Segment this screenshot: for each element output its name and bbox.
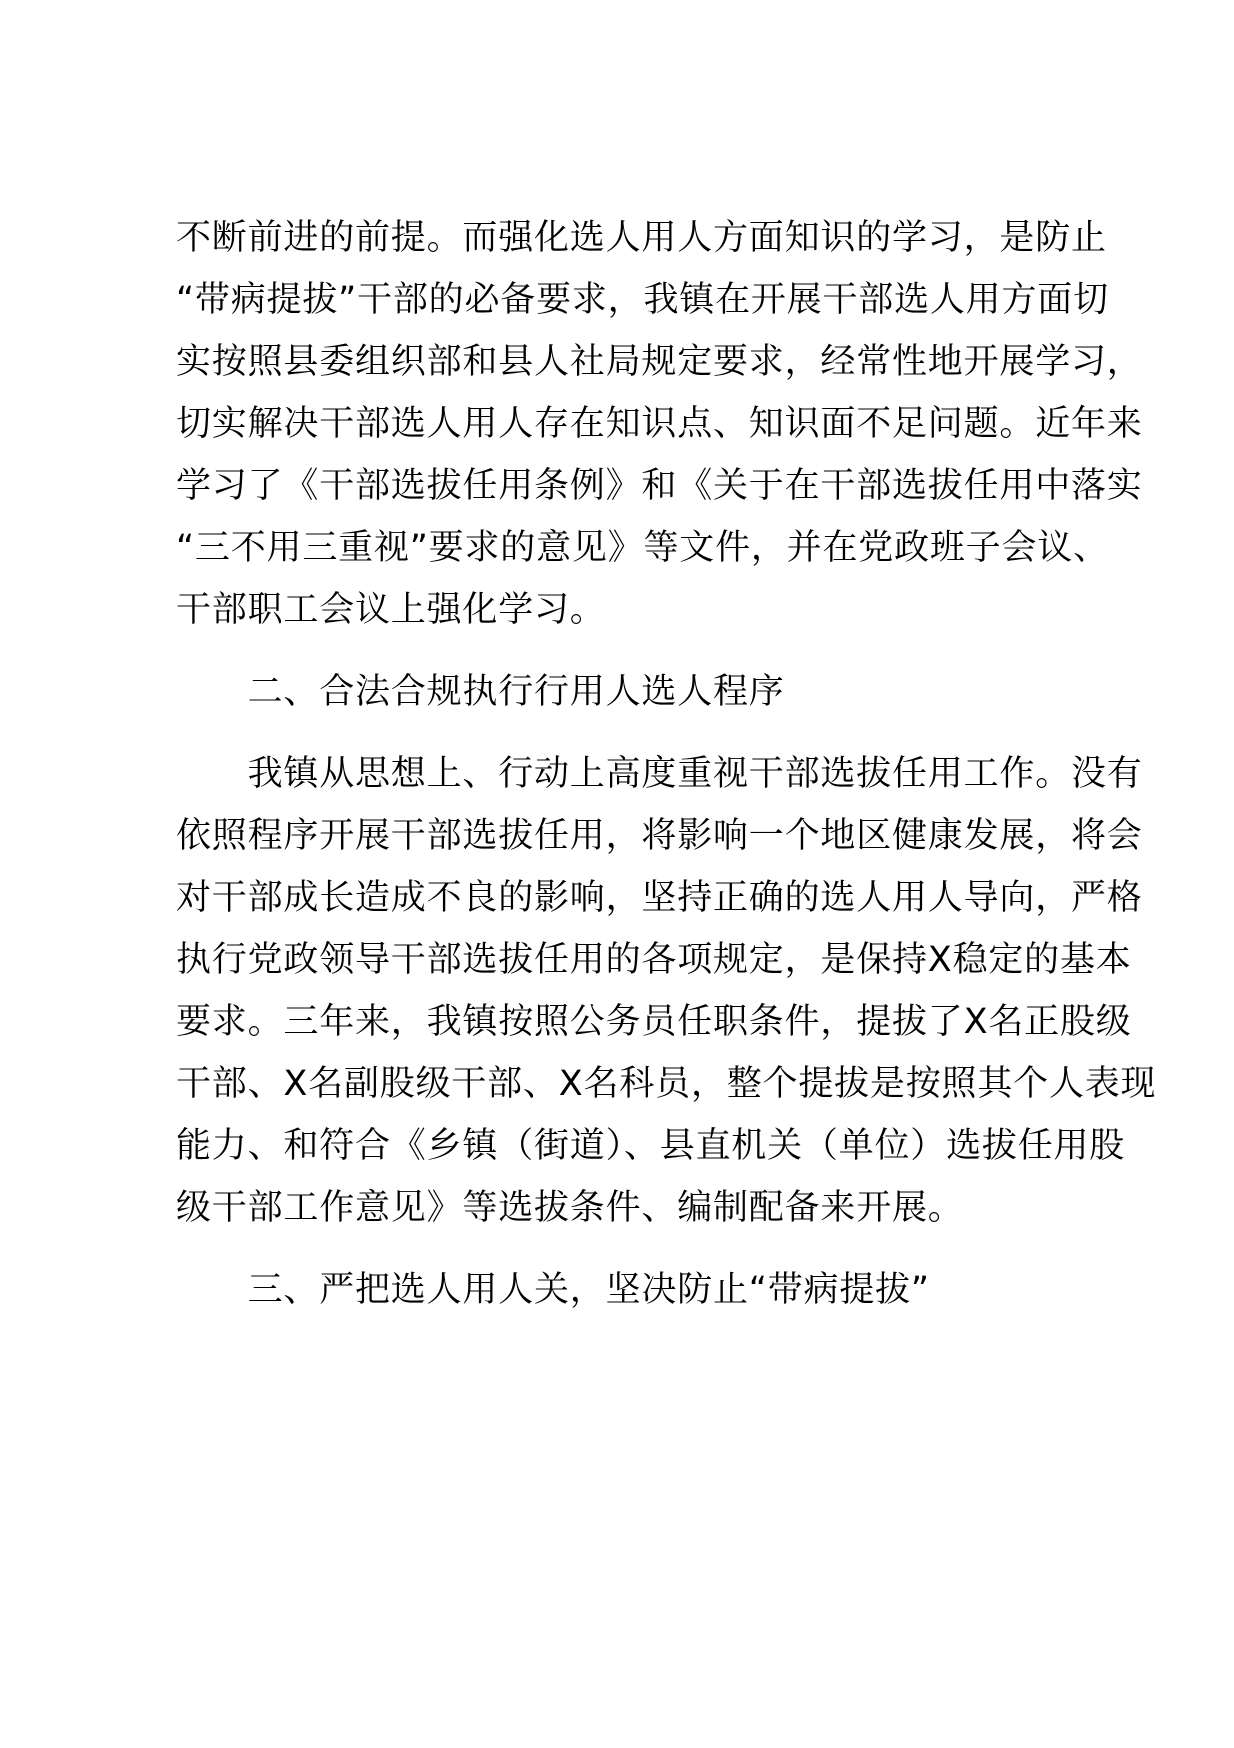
paragraph-line: 执行党政领导干部选拔任用的各项规定，是保持X稳定的基本	[176, 940, 1132, 980]
paragraph-line: 切实解决干部选人用人存在知识点、知识面不足问题。近年来	[176, 404, 1143, 444]
paragraph-line: 能力、和符合《乡镇（街道）、县直机关（单位）选拔任用股	[176, 1126, 1126, 1166]
paragraph-line: 我镇从思想上、行动上高度重视干部选拔任用工作。没有	[176, 754, 1143, 794]
paragraph-line: “三不用三重视”要求的意见》等文件，并在党政班子会议、	[176, 528, 1109, 568]
paragraph-line: 依照程序开展干部选拔任用，将影响一个地区健康发展，将会	[176, 816, 1143, 856]
paragraph-line: 对干部成长造成不良的影响，坚持正确的选人用人导向，严格	[176, 878, 1143, 918]
paragraph-line: “带病提拔”干部的必备要求，我镇在开展干部选人用方面切	[176, 280, 1109, 320]
paragraph-line: 干部职工会议上强化学习。	[176, 590, 606, 630]
paragraph-line: 干部、X名副股级干部、X名科员，整个提拔是按照其个人表现	[176, 1064, 1157, 1104]
section-heading: 三、严把选人用人关，坚决防止“带病提拔”	[176, 1270, 930, 1310]
paragraph-line: 级干部工作意见》等选拔条件、编制配备来开展。	[176, 1188, 964, 1228]
paragraph-line: 要求。三年来，我镇按照公务员任职条件，提拔了X名正股级	[176, 1002, 1132, 1042]
paragraph-line: 不断前进的前提。而强化选人用人方面知识的学习，是防止	[176, 218, 1107, 258]
paragraph-line: 学习了《干部选拔任用条例》和《关于在干部选拔任用中落实	[176, 466, 1143, 506]
section-heading: 二、合法合规执行行用人选人程序	[176, 672, 785, 712]
paragraph-line: 实按照县委组织部和县人社局规定要求，经常性地开展学习，	[176, 342, 1143, 382]
